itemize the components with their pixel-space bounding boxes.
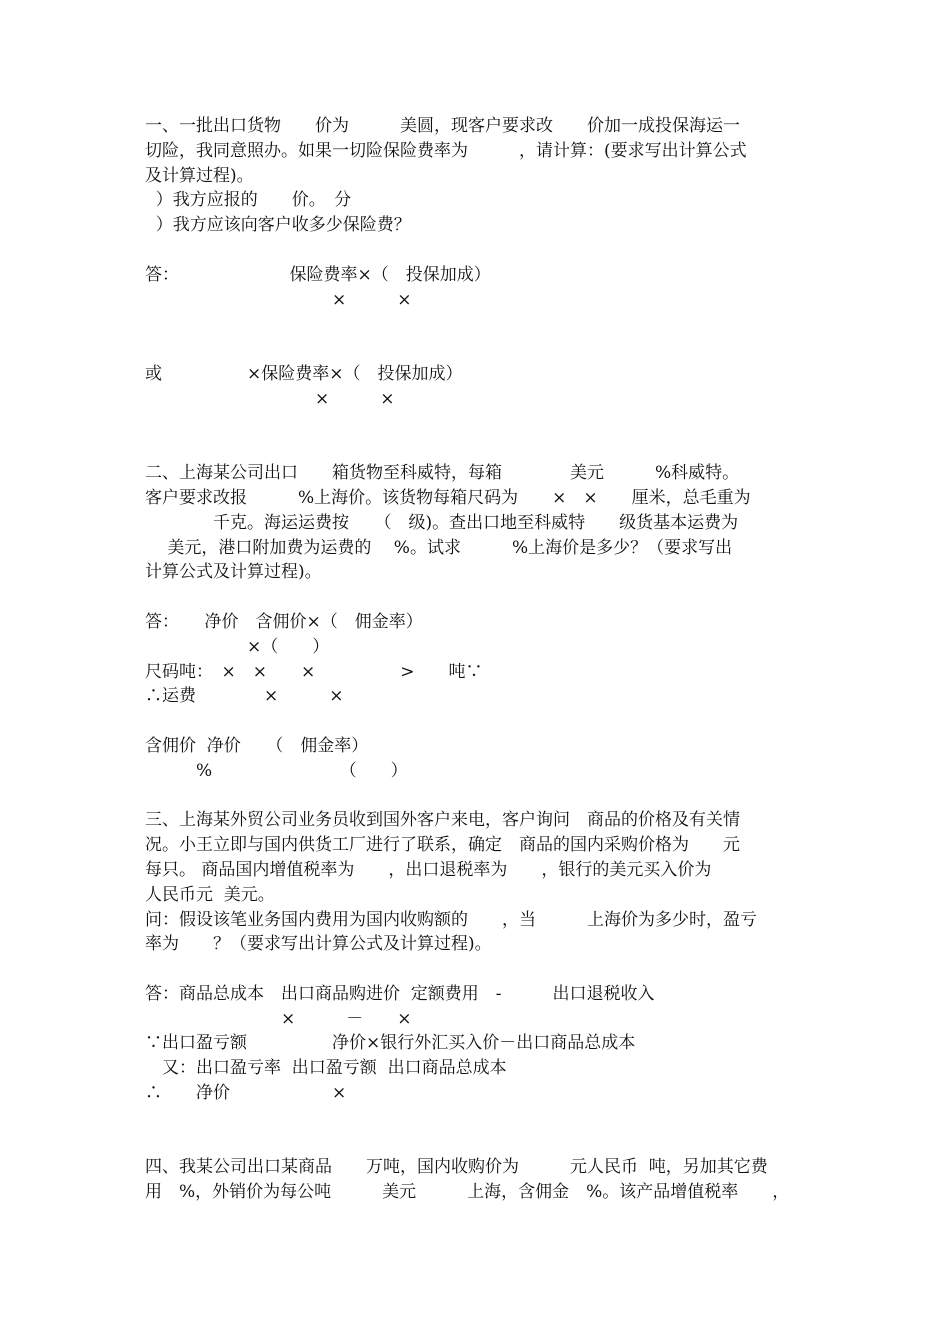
document-page: [145, 114, 815, 1205]
question-text-line: 率为 ？（要求写出计算公式及计算过程)。: [145, 934, 492, 955]
answer-line: 答：商品总成本 出口商品购进价 定额费用 - 出口退税收入: [145, 983, 655, 1004]
question-text-line: 用 %，外销价为每公吨 美元 上海，含佣金 %。该产品增值税率 ，: [145, 1182, 790, 1203]
question-text-line: 一、一批出口货物 价为 美圆，现客户要求改 价加一成投保海运一: [145, 116, 740, 136]
question-3: [145, 808, 815, 1155]
answer-line: ×（ ）: [145, 636, 330, 657]
question-2: [145, 461, 815, 808]
question-text-line: 三、上海某外贸公司业务员收到国外客户来电，客户询问 商品的价格及有关情: [145, 810, 740, 831]
answer-line: ∴ 净价 ×: [145, 1083, 347, 1104]
question-text-line: 美元，港口附加费为运费的 %。试求 %上海价是多少？（要求写出: [145, 537, 733, 558]
question-text-line: 人民币元 美元。: [145, 884, 275, 905]
answer-line: 尺码吨： × × × > 吨∵: [145, 661, 483, 682]
question-text-line: ）我方应该向客户收多少保险费？: [145, 215, 411, 236]
question-text-line: ）我方应报的 价。 分: [145, 190, 352, 211]
question-4: [145, 1155, 815, 1205]
question-1: [145, 114, 815, 461]
answer-line: 答： 保险费率×（ 投保加成）: [145, 264, 491, 285]
answer-line: × ×: [145, 388, 395, 409]
question-text-line: 问：假设该笔业务国内费用为国内收购额的 ，当 上海价为多少时，盈亏: [145, 909, 757, 930]
question-text-line: 及计算过程)。: [145, 165, 254, 186]
answer-line: 又：出口盈亏率 出口盈亏额 出口商品总成本: [145, 1058, 507, 1079]
answer-line: 或 ×保险费率×（ 投保加成）: [145, 363, 463, 384]
answer-line: ∵出口盈亏额 净价×银行外汇买入价－出口商品总成本: [145, 1033, 636, 1054]
answer-line: 含佣价 净价 （ 佣金率）: [145, 735, 369, 756]
question-text-line: 计算公式及计算过程)。: [145, 562, 322, 583]
question-text-line: 况。小王立即与国内供货工厂进行了联系，确定 商品的国内采购价格为 元: [145, 835, 740, 856]
answer-line: × ×: [145, 289, 412, 310]
question-text-line: 客户要求改报 %上海价。该货物每箱尺码为 × × 厘米，总毛重为: [145, 487, 751, 508]
question-text-line: 四、我某公司出口某商品 万吨，国内收购价为 元人民币 吨，另加其它费: [145, 1157, 768, 1178]
question-text-line: 千克。海运运费按 （ 级)。查出口地至科威特 级货基本运费为: [145, 512, 739, 533]
question-text-line: 切险，我同意照办。如果一切险保险费率为 ，请计算：(要求写出计算公式: [145, 140, 747, 161]
answer-line: 答： 净价 含佣价×（ 佣金率）: [145, 611, 423, 632]
answer-line: ∴运费 × ×: [145, 686, 344, 707]
answer-line: % （ ）: [145, 760, 408, 781]
answer-line: × － ×: [145, 1008, 412, 1029]
question-text-line: 每只。 商品国内增值税率为 ，出口退税率为 ，银行的美元买入价为: [145, 859, 712, 880]
question-text-line: 二、上海某公司出口 箱货物至科威特，每箱 美元 %科威特。: [145, 463, 740, 484]
